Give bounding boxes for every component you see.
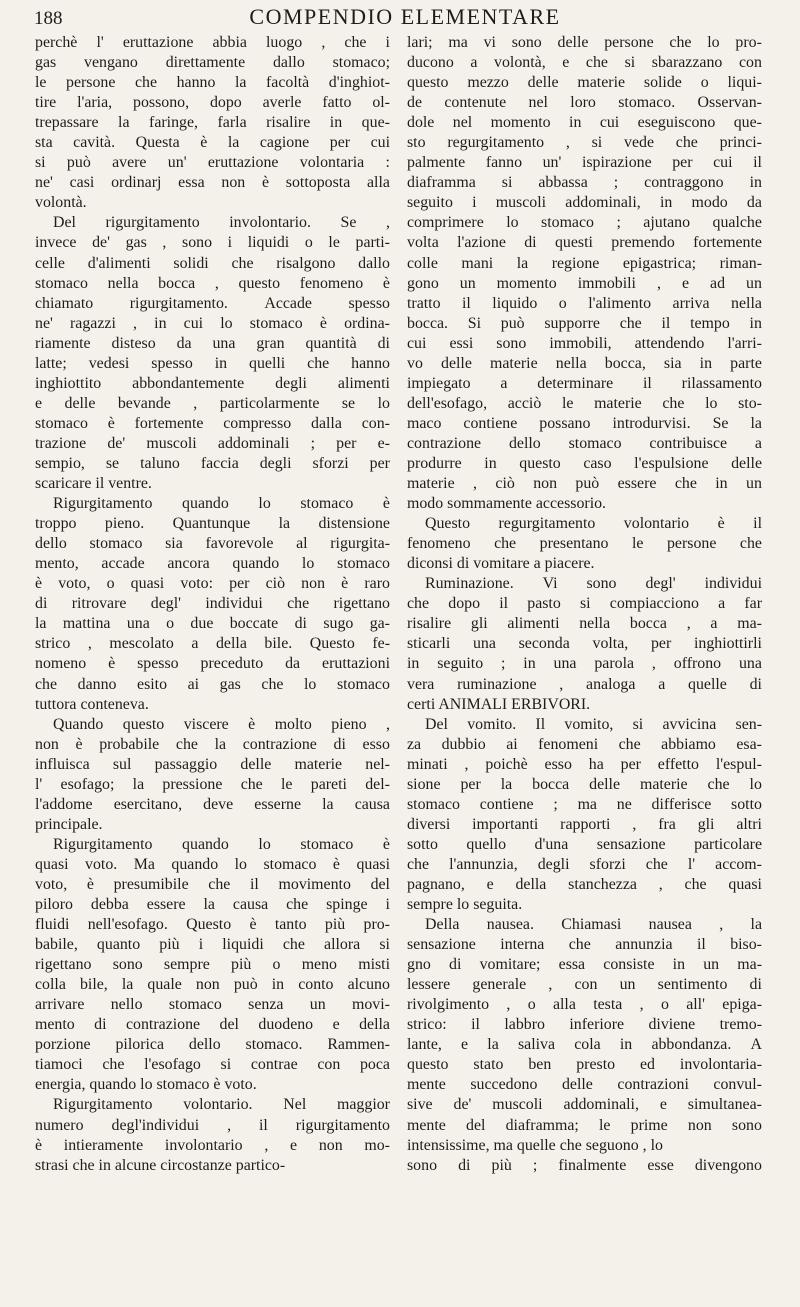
- text-line: Ruminazione. Vi sono degl' individui: [425, 575, 762, 593]
- text-line: non è probabile che la contrazione di esso: [35, 735, 390, 753]
- text-line: voto, è presumibile che il movimento del: [35, 875, 390, 893]
- text-line: stomaco nella bocca , questo fenomeno è: [35, 274, 390, 292]
- text-line: colle mani la regione epigastrica; riman-: [407, 254, 762, 272]
- text-line: stomaco è fortemente compresso dalla con-: [35, 414, 390, 432]
- text-line: lari; ma vi sono delle persone che lo pro-: [407, 34, 762, 51]
- text-line: si può avere un' eruttazione volontaria :: [35, 154, 390, 172]
- text-line: diaframma si abbassa ; contraggono in: [407, 174, 762, 192]
- text-line: seguito i muscoli addominali, in modo da: [407, 194, 762, 212]
- text-line: za dubbio ai fenomeni che abbiamo esa-: [407, 735, 762, 753]
- text-line: strasi che in alcune circostanze partico-: [35, 1156, 286, 1174]
- text-line: scaricare il ventre.: [35, 475, 152, 493]
- text-line: è intieramente involontario , e non mo-: [35, 1136, 390, 1154]
- text-line: ne' ragazzi , in cui lo stomaco è ordina-: [35, 314, 390, 332]
- text-line: energia, quando lo stomaco è voto.: [35, 1076, 257, 1094]
- text-line: mento, accade ancora quando lo stomaco: [35, 555, 390, 573]
- text-line: produrre in questo caso l'espulsione delle: [407, 454, 762, 472]
- text-line: questo mezzo delle materie solide o liqui-: [407, 74, 762, 92]
- text-line: latte; vedesi spesso in quelli che hanno: [35, 354, 390, 372]
- text-line: certi ANIMALI ERBIVORI.: [407, 695, 591, 713]
- text-line: sta cavità. Questa è la cagione per cui: [35, 134, 390, 152]
- text-line: gno di vomitare; essa consiste in un ma-: [407, 956, 762, 974]
- text-line: sotto quello d'una sensazione particolare: [407, 835, 762, 853]
- text-line: invece de' gas , sono i liquidi o le parti-: [35, 234, 390, 252]
- text-line: trepassare la faringe, farla risalire in que-: [35, 114, 390, 132]
- text-line: chiamato rigurgitamento. Accade spesso: [35, 294, 390, 312]
- text-line: Del rigurgitamento involontario. Se ,: [53, 214, 390, 232]
- text-line: sione per la bocca delle materie che lo: [407, 775, 762, 793]
- text-line: vo delle materie nella bocca, sia in parte: [407, 354, 762, 372]
- text-line: questo stato ben presto ed involontaria-: [407, 1056, 762, 1074]
- text-line: perchè l' eruttazione abbia luogo , che i: [35, 34, 390, 51]
- text-line: gono un momento immobili , e ad un: [407, 274, 762, 292]
- text-line: l'addome esercitano, deve esserne la causa: [35, 795, 390, 813]
- text-line: Del vomito. Il vomito, si avvicina sen-: [425, 715, 762, 733]
- text-line: tire l'aria, possono, dopo averle fatto ol-: [35, 94, 390, 112]
- text-line: pagnano, e della stanchezza , che quasi: [407, 875, 762, 893]
- text-line: mente del diaframma; le prime non sono: [407, 1116, 762, 1134]
- text-line: Rigurgitamento quando lo stomaco è: [53, 835, 390, 853]
- text-line: materie , ciò non può essere che in un: [407, 475, 762, 493]
- text-line: rivolgimento , o alla testa , o all' epiga-: [407, 996, 762, 1014]
- text-line: Rigurgitamento volontario. Nel maggior: [53, 1096, 390, 1114]
- text-line: gas vengano direttamente dallo stomaco;: [35, 54, 390, 72]
- text-line: volontà.: [35, 194, 87, 212]
- text-line: in seguito ; in una parola , offrono una: [407, 655, 762, 673]
- text-line: mento di contrazione del duodeno e della: [35, 1016, 390, 1034]
- text-line: cui essi sono immobili, attendendo l'arri-: [407, 334, 762, 352]
- text-line: porzione pilorica dello stomaco. Rammen-: [35, 1036, 390, 1054]
- text-line: palmente fanno un' ispirazione per cui il: [407, 154, 762, 172]
- text-line: strico: il labbro inferiore diviene tremo-: [407, 1016, 762, 1034]
- running-title: COMPENDIO ELEMENTARE: [249, 4, 561, 29]
- text-line: che l'annunzia, degli sforzi che l' accom-: [407, 855, 762, 873]
- text-line: rigettano sono sempre più o meno misti: [35, 956, 390, 974]
- text-line: sempre lo seguita.: [407, 896, 523, 914]
- text-line: principale.: [35, 815, 103, 833]
- text-line: impiegato a determinare il rilassamento: [407, 374, 762, 392]
- text-line: volta l'azione di questi premendo fortemente: [407, 234, 762, 252]
- text-line: la mattina una o due boccate di sugo ga-: [35, 615, 390, 633]
- text-line: sempio, se taluno faccia degli sforzi per: [35, 454, 390, 472]
- text-line: Quando questo viscere è molto pieno ,: [53, 715, 390, 733]
- text-line: l' esofago; la pressione che le pareti del-: [35, 775, 390, 793]
- text-line: Rigurgitamento quando lo stomaco è: [53, 495, 390, 513]
- text-line: e delle bevande , particolarmente se lo: [35, 394, 390, 412]
- text-line: minati , poichè esso ha per effetto l'espul-: [407, 755, 762, 773]
- text-line: comprimere lo stomaco ; ajutano qualche: [407, 214, 762, 232]
- text-line: arrivare nello stomaco senza un movi-: [35, 996, 390, 1014]
- page-number: 188: [34, 8, 63, 29]
- left-text-column: [35, 33, 390, 1176]
- text-line: vera ruminazione , analoga a quelle di: [407, 675, 762, 693]
- text-line: trazione de' muscoli addominali ; per e-: [35, 434, 390, 452]
- text-line: ne' casi ordinarj essa non è sottoposta alla: [35, 174, 390, 192]
- text-line: intensissime, ma quelle che seguono , lo: [407, 1136, 663, 1154]
- text-line: piloro debba essere la causa che spinge i: [35, 896, 390, 914]
- text-line: ducono a volontà, e che si sbarazzano con: [407, 54, 762, 72]
- text-line: bocca. Si può supporre che il tempo in: [407, 314, 762, 332]
- text-line: di ritrovare degl' individui che rigettano: [35, 595, 390, 613]
- text-line: dello stomaco sia favorevole al rigurgita-: [35, 535, 390, 553]
- text-line: de contenute nel loro stomaco. Osservan-: [407, 94, 762, 112]
- text-line: fluidi nell'esofago. Questo è tanto più pro-: [35, 916, 390, 934]
- text-line: dole nel momento in cui eseguiscono que-: [407, 114, 762, 132]
- text-line: tiamoci che l'esofago si contrae con poca: [35, 1056, 390, 1074]
- text-line: le persone che hanno la facoltà d'inghiot-: [35, 74, 390, 92]
- text-line: tratto il liquido o l'alimento arriva nella: [407, 294, 762, 312]
- text-line: babile, quanto più i liquidi che allora si: [35, 936, 390, 954]
- text-line: sticarli una seconda volta, per inghiottirli: [407, 635, 762, 653]
- text-line: influisca sul passaggio delle materie nel-: [35, 755, 390, 773]
- right-text-column: [407, 33, 762, 1176]
- text-line: inghiottito abbondantemente degli alimenti: [35, 374, 390, 392]
- text-line: sono di più ; finalmente esse divengono: [407, 1156, 762, 1174]
- text-line: modo sommamente accessorio.: [407, 495, 607, 513]
- text-line: lante, e la saliva cola in abbondanza. A: [407, 1036, 762, 1054]
- page-header: [34, 4, 776, 34]
- text-line: celle d'alimenti solidi che risalgono dallo: [35, 254, 390, 272]
- text-line: sensazione interna che annunzia il biso-: [407, 936, 762, 954]
- text-line: tuttora conteneva.: [35, 695, 149, 713]
- text-line: colla bile, la quale non può in conto alcuno: [35, 976, 390, 994]
- text-line: risalire gli alimenti nella bocca , a ma-: [407, 615, 762, 633]
- text-line: stomaco contiene ; ma ne differisce sotto: [407, 795, 762, 813]
- text-line: diconsi di vomitare a piacere.: [407, 555, 595, 573]
- text-line: contrazione dello stomaco contribuisce a: [407, 434, 762, 452]
- text-line: che danno esito ai gas che lo stomaco: [35, 675, 390, 693]
- text-line: Della nausea. Chiamasi nausea , la: [425, 916, 762, 934]
- text-line: fenomeno che presentano le persone che: [407, 535, 762, 553]
- text-line: che dopo il pasto si compiacciono a far: [407, 595, 762, 613]
- text-line: numero degl'individui , il rigurgitamento: [35, 1116, 390, 1134]
- text-line: diversi importanti rapporti , fra gli altri: [407, 815, 762, 833]
- text-line: Questo regurgitamento volontario è il: [425, 515, 762, 533]
- text-line: è voto, o quasi voto: per ciò non è raro: [35, 575, 390, 593]
- text-line: lessere generale , con un sentimento di: [407, 976, 762, 994]
- text-line: strico , mescolato a della bile. Questo fe-: [35, 635, 390, 653]
- text-line: mente succedono delle contrazioni convul-: [407, 1076, 762, 1094]
- text-line: nomeno è spesso preceduto da eruttazioni: [35, 655, 390, 673]
- text-line: troppo pieno. Quantunque la distensione: [35, 515, 390, 533]
- text-line: sto regurgitamento , si vede che princi-: [407, 134, 762, 152]
- text-line: sive de' muscoli addominali, e simultanea-: [407, 1096, 762, 1114]
- text-line: riamente disteso da una gran quantità di: [35, 334, 390, 352]
- text-line: maco contiene possano introdurvisi. Se la: [407, 414, 762, 432]
- text-line: quasi voto. Ma quando lo stomaco è quasi: [35, 855, 390, 873]
- text-line: dell'esofago, acciò le materie che lo sto-: [407, 394, 762, 412]
